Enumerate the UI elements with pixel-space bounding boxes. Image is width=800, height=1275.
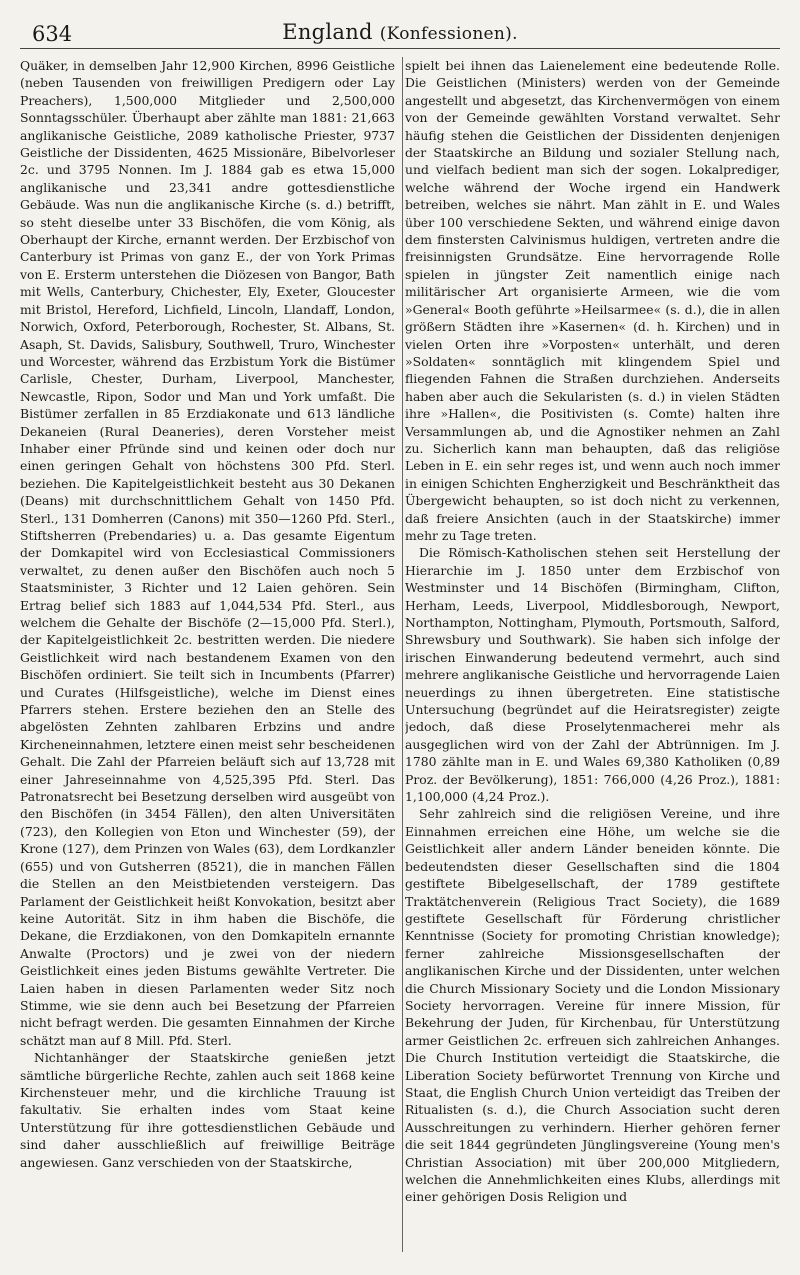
running-title (20, 20, 780, 44)
left-paragraph-1: Quäker, in demselben Jahr 12,900 Kirchen, 8996 Geistliche (neben Tausenden von freiwilligen Predigern oder Lay Preachers), 1,500,000 Mitglieder und 2,500,000 Sonntagsschüler. Überhaupt aber zählte man 1881: 21,663 anglikanische Geistliche, 2089 katholische Priester, 9737 Geistliche der Dissidenten, 4625 Missionäre, Bibelvorleser 2c. und 3795 Nonnen. Im J. 1884 gab es etwa 15,000 anglikanische und 23,341 andre gottesdienstliche Gebäude. Was nun die anglikanische Kirche (s. d.) betrifft, so steht dieselbe unter 33 Bischöfen, die vom König, als Oberhaupt der Kirche, ernannt werden. Der Erzbischof von Canterbury ist Primas von ganz E., der von York Primas von E. Ersterm unterstehen die Diözesen von Bangor, Bath mit Wells, Canterbury, Chichester, Ely, Exeter, Gloucester mit Bristol, Hereford, Lichfield, Lincoln, Llandaff, London, Norwich, Oxford, Peterborough, Rochester, St. Albans, St. Asaph, St. Davids, Salisbury, Southwell, Truro, Winchester und Worcester, während das Erzbistum York die Bistümer Carlisle, Chester, Durham, Liverpool, Manchester, Newcastle, Ripon, Sodor und Man und York umfaßt. Die Bistümer zerfallen in 85 Erzdiakonate und 613 ländliche Dekaneien (Rural Deaneries), deren Vorsteher meist Inhaber einer Pfründe sind und keinen oder doch nur einen geringen Gehalt von höchstens 300 Pfd. Sterl. beziehen. Die Kapitelgeistlichkeit besteht aus 30 Dekanen (Deans) mit durchschnittlichem Gehalt von 1450 Pfd. Sterl., 131 Domherren (Canons) mit 350—1260 Pfd. Sterl., Stiftsherren (Prebendaries) u. a. Das gesamte Eigentum der Domkapitel wird von Ecclesiastical Commissioners verwaltet, zu denen außer den Bischöfen auch noch 5 Staatsminister, 3 Richter und 12 Laien gehören. Sein Ertrag belief sich 1883 auf 1,044,534 Pfd. Sterl., aus welchem die Gehalte der Bischöfe (2—15,000 Pfd. Sterl.), der Kapitelgeistlichkeit 2c. bestritten werden. Die niedere Geistlichkeit wird nach bestandenem Examen von den Bischöfen ordiniert. Sie teilt sich in Incumbents (Pfarrer) und Curates (Hilfsgeistliche), welche im Dienst eines Pfarrers stehen. Erstere beziehen den an Stelle des abgelösten Zehnten zahlbaren Erbzins und andre Kircheneinnahmen, letztere einen meist sehr bescheidenen Gehalt. Die Zahl der Pfarreien beläuft sich auf 13,728 mit einer Jahreseinnahme von 4,525,395 Pfd. Sterl. Das Patronatsrecht bei Besetzung derselben wird ausgeübt von den Bischöfen (in 3454 Fällen), den alten Universitäten (723), den Kollegien von Eton und Winchester (59), der Krone (127), dem Prinzen von Wales (63), dem Lordkanzler (655) und von Gutsherren (8521), die in manchen Fällen die Stellen an den Meistbietenden versteigern. Das Parlament der Geistlichkeit heißt Konvokation, besitzt aber keine Autorität. Sitz in ihm haben die Bischöfe, die Dekane, die Erzdiakonen, von den Domkapiteln ernannte Anwalte (Proctors) und je zwei von der niedern Geistlichkeit eines jeden Bistums gewählte Vertreter. Die Laien haben in diesen Parlamenten weder Sitz noch Stimme, wie sie denn auch bei Besetzung der Pfarreien nicht befragt werden. Die gesamten Einnahmen der Kirche schätzt man auf 8 Mill. Pfd. Sterl. (20, 58, 395, 1048)
text-columns (20, 57, 780, 1262)
right-paragraph-1: spielt bei ihnen das Laienelement eine bedeutende Rolle. Die Geistlichen (Ministers) werden von der Gemeinde angestellt und abgesetzt, das Kirchenvermögen von einem von der Gemeinde gewählten Vorstand verwaltet. Sehr häufig stehen die Geistlichen der Dissidenten denjenigen der Staatskirche an Bildung und sozialer Stellung nach, und vielfach bedient man sich der sogen. Lokalprediger, welche während der Woche irgend ein Handwerk betreiben, welches sie nährt. Man zählt in E. und Wales über 100 verschiedene Sekten, und während einige davon dem finstersten Calvinismus huldigen, vertreten andre die freisinnigsten Grundsätze. Eine hervorragende Rolle spielen in jüngster Zeit namentlich einige nach militärischer Art organisierte Armeen, wie die vom »General« Booth geführte »Heilsarmee« (s. d.), die in allen größern Städten ihre »Kasernen« (d. h. Kirchen) und in vielen Orten ihre »Vorposten« unterhält, und deren »Soldaten« sonntäglich mit klingendem Spiel und fliegenden Fahnen die Straßen durchziehen. Anderseits haben aber auch die Sekularisten (s. d.) in vielen Städten ihre »Hallen«, die Positivisten (s. Comte) halten ihre Versammlungen ab, und die Agnostiker nehmen an Zahl zu. Sicherlich kann man behaupten, daß das religiöse Leben in E. ein sehr reges ist, und wenn auch noch immer in einigen Schichten Engherzigkeit und Beschränktheit das Übergewicht behaupten, so ist doch nicht zu verkennen, daß freiere Ansichten (auch in der Staatskirche) immer mehr zu Tage treten. (405, 58, 780, 543)
column-divider (402, 57, 403, 1252)
right-paragraph-2: Die Römisch-Katholischen stehen seit Herstellung der Hierarchie im J. 1850 unter dem Erzbischof von Westminster und 14 Bischöfen (Birmingham, Clifton, Herham, Leeds, Liverpool, Middlesborough, Newport, Northampton, Nottingham, Plymouth, Portsmouth, Salford, Shrewsbury und Southwark). Sie haben sich infolge der irischen Einwanderung bedeutend vermehrt, auch sind mehrere anglikanische Geistliche und hervorragende Laien neuerdings zu ihnen übergetreten. Eine statistische Untersuchung (begründet auf die Heiratsregister) zeigte jedoch, daß diese Proselytenmacherei mehr als ausgeglichen wird von der Zahl der Abtrünnigen. Im J. 1780 zählte man in E. und Wales 69,380 Katholiken (0,89 Proz. der Bevölkerung), 1851: 766,000 (4,26 Proz.), 1881: 1,100,000 (4,24 Proz.). (405, 545, 780, 805)
running-title-main: England (282, 20, 373, 44)
page-number: 634 (32, 22, 73, 46)
left-column (20, 57, 395, 1262)
left-paragraph-2: Nichtanhänger der Staatskirche genießen jetzt sämtliche bürgerliche Rechte, zahlen auch seit 1868 keine Kirchensteuer mehr, und die kirchliche Trauung ist fakultativ. Sie erhalten indes vom Staat keine Unterstützung für ihre gottesdienstlichen Gebäude und sind daher ausschließlich auf freiwillige Beiträge angewiesen. Ganz verschieden von der Staatskirche, (20, 1050, 395, 1170)
page-header (20, 14, 780, 49)
right-column (405, 57, 780, 1262)
running-title-subtitle: (Konfessionen). (379, 24, 518, 44)
right-paragraph-3: Sehr zahlreich sind die religiösen Vereine, und ihre Einnahmen erreichen eine Höhe, um welche sie die Geistlichkeit aller andern Länder beneiden könnte. Die bedeutendsten dieser Gesellschaften sind die 1804 gestiftete Bibelgesellschaft, der 1789 gestiftete Traktätchenverein (Religious Tract Society), die 1689 gestiftete Gesellschaft für Förderung christlicher Kenntnisse (Society for promoting Christian knowledge); ferner zahlreiche Missionsgesellschaften der anglikanischen Kirche und der Dissidenten, unter welchen die Church Missionary Society und die London Missionary Society hervorragen. Vereine für innere Mission, für Bekehrung der Juden, für Kirchenbau, für Unterstützung armer Geistlichen 2c. erfreuen sich zahlreichen Anhanges. Die Church Institution verteidigt die Staatskirche, die Liberation Society befürwortet Trennung von Kirche und Staat, die English Church Union verteidigt das Treiben der Ritualisten (s. d.), die Church Association sucht deren Ausschreitungen zu verhindern. Hierher gehören ferner die seit 1844 gegründeten Jünglingsvereine (Young men's Christian Association) mit über 200,000 Mitgliedern, welchen die Annehmlichkeiten eines Klubs, allerdings mit einer gehörigen Dosis Religion und (405, 806, 780, 1205)
